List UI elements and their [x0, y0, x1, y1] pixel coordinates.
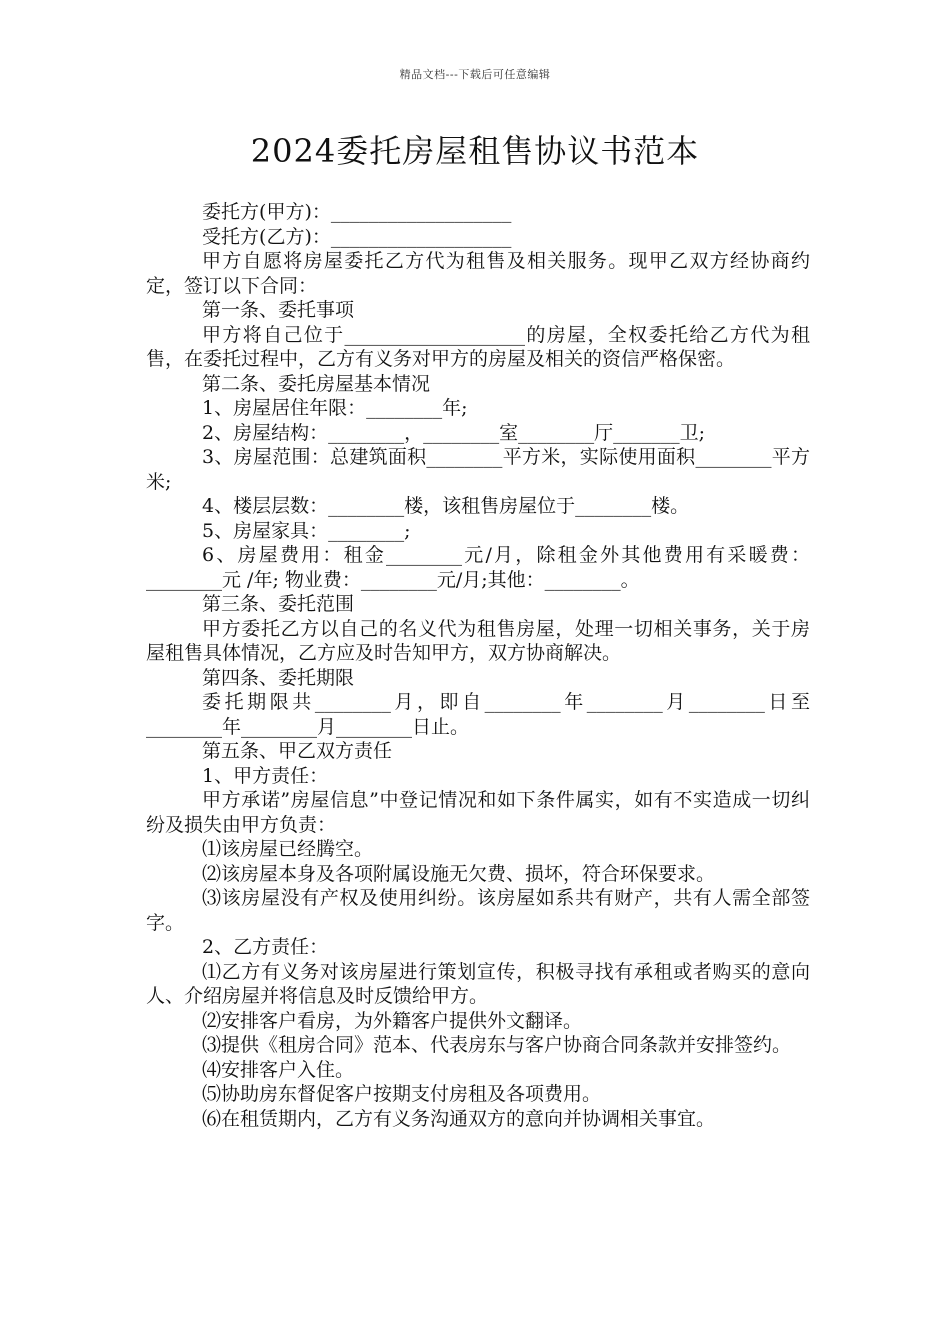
document-body — [146, 200, 810, 1131]
party-b-duty-5: ⑸协助房东督促客户按期支付房租及各项费用。 — [202, 1083, 602, 1105]
party-a-duty-1: ⑴该房屋已经腾空。 — [202, 838, 374, 860]
party-a-duties-intro: 甲方承诺”房屋信息”中登记情况和如下条件属实，如有不实造成一切纠纷及损失由甲方负责： — [146, 789, 810, 836]
document-title: 2024委托房屋租售协议书范本 — [250, 132, 700, 170]
article-1-heading: 第一条、委托事项 — [202, 299, 355, 321]
party-b-duty-3: ⑶提供《租房合同》范本、代表房东与客户协商合同条款并安排签约。 — [202, 1034, 792, 1056]
party-a-duty-2: ⑵该房屋本身及各项附属设施无欠费、损坏，符合环保要求。 — [202, 862, 716, 885]
party-b-duty-2: ⑵安排客户看房，为外籍客户提供外文翻译。 — [202, 1009, 583, 1032]
party-b-duty-6: ⑹在租赁期内，乙方有义务沟通双方的意向并协调相关事宜。 — [202, 1107, 716, 1130]
article-2-heading: 第二条、委托房屋基本情况 — [202, 372, 431, 395]
party-b-line: 受托方(乙方)：___________________ — [202, 225, 512, 248]
article-2-item-2: 2、房屋结构：________，________室________厅_______卫; — [202, 421, 706, 444]
preamble-paragraph: 甲方自愿将房屋委托乙方代为租售及相关服务。现甲乙双方经协商约定，签订以下合同： — [146, 250, 810, 297]
party-a-duty-3: ⑶该房屋没有产权及使用纠纷。该房屋如系共有财产，共有人需全部签字。 — [146, 887, 810, 934]
article-2-item-5: 5、房屋家具：________; — [202, 519, 411, 542]
article-1-body: 甲方将自己位于___________________的房屋，全权委托给乙方代为租售，在委托过程中，乙方有义务对甲方的房屋及相关的资信严格保密。 — [146, 323, 810, 370]
article-3-body: 甲方委托乙方以自己的名义代为租售房屋，处理一切相关事务，关于房屋租售具体情况，乙方应及时告知甲方，双方协商解决。 — [146, 617, 810, 664]
article-4-heading: 第四条、委托期限 — [202, 666, 355, 689]
party-b-duty-4: ⑷安排客户入住。 — [202, 1058, 355, 1081]
article-2-item-3: 3、房屋范围：总建筑面积________平方米，实际使用面积________平方米; — [146, 446, 810, 493]
party-a-duties-heading: 1、甲方责任： — [202, 764, 329, 787]
article-5-heading: 第五条、甲乙双方责任 — [202, 740, 393, 762]
party-b-duty-1: ⑴乙方有义务对该房屋进行策划宣传，积极寻找有承租或者购买的意向人、介绍房屋并将信息及时反馈给甲方。 — [146, 960, 810, 1007]
party-a-line: 委托方(甲方)：___________________ — [202, 201, 512, 223]
article-2-item-4: 4、楼层层数：________楼，该租售房屋位于________楼。 — [202, 495, 690, 517]
page-header-note: 精品文档---下载后可任意编辑 — [399, 68, 551, 81]
article-4-body: 委托期限共________月，即自________年________月________日至________年________月________日止。 — [146, 691, 810, 738]
party-b-duties-heading: 2、乙方责任： — [202, 936, 329, 958]
article-2-item-1: 1、房屋居住年限：________年; — [202, 397, 468, 419]
article-3-heading: 第三条、委托范围 — [202, 593, 355, 615]
article-2-item-6: 6、房屋费用：租金________元/月，除租金外其他费用有采暖费：________元 /年; 物业费：________元/月;其他：________。 — [146, 544, 810, 591]
